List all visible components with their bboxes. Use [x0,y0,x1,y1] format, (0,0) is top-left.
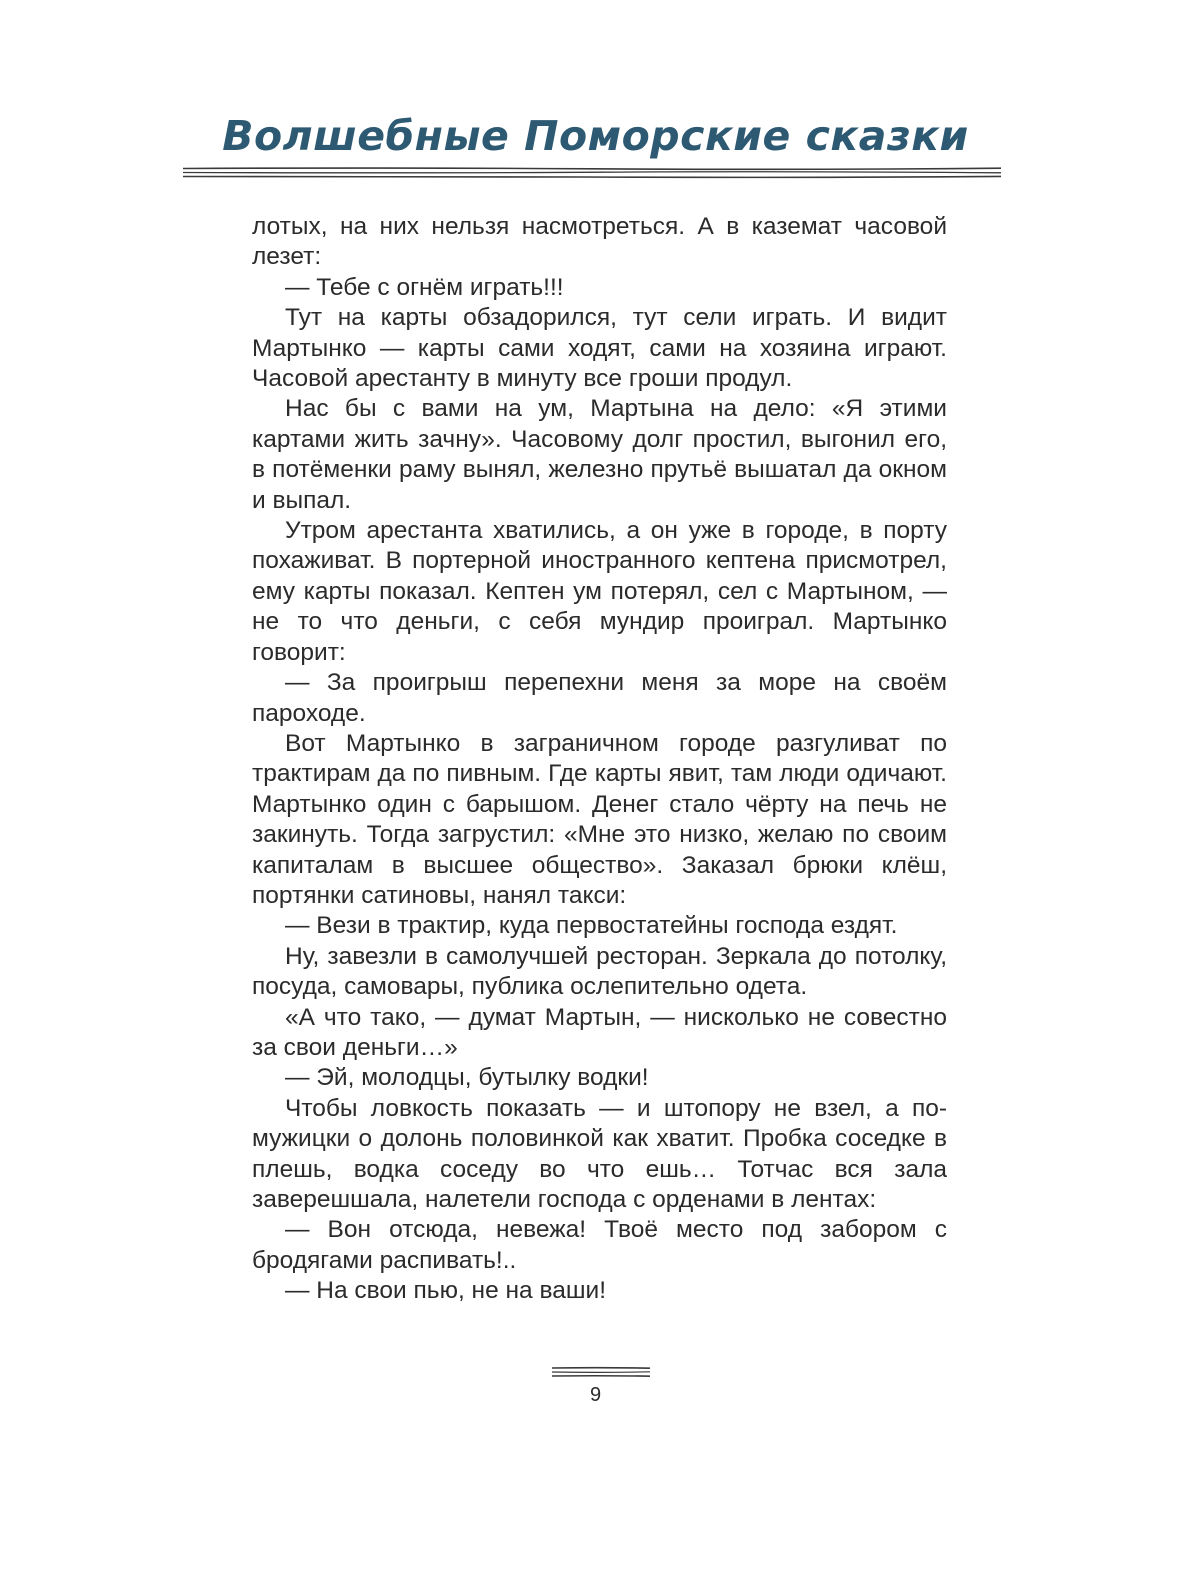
paragraph: Ну, завезли в самолучшей ресторан. Зеркала до потолку, посуда, самовары, публика ослепительно одета. [252,942,947,1001]
paragraph: Вот Мартынко в заграничном городе разгуливат по трактирам да по пивным. Где карты явит, там люди одичают. Мартынко один с барышом. Денег стало чёрту на печь не закинуть. Тогда загрустил: «Мне это низко, желаю по своим капиталам в высшее общество». Заказал брюки клёш, портянки сатиновы, нанял такси: [252,729,947,909]
paragraph: — Вон отсюда, невежа! Твоё место под забором с бродягами распивать!.. [252,1216,947,1274]
page-number: 9 [589,1384,602,1406]
footer-rule [552,1366,650,1378]
paragraph: Тут на карты обзадорился, тут сели играть. И видит Мартынко — карты сами ходят, сами на хозяина играют. Часовой арестанту в минуту все гроши продул. [252,304,947,393]
paragraph: — На свои пью, не на ваши! [285,1277,607,1305]
header-rule [183,166,1001,180]
running-title: Волшебные Поморские сказки [222,112,969,160]
paragraph: лотых, на них нельзя насмотреться. А в каземат часовой лезет: [252,213,947,271]
paragraph: Нас бы с вами на ум, Мартына на дело: «Я этими картами жить зачну». Часовому долг простил, выгонил его, в потёменки раму вынял, железно прутьё вышатал да окном и выпал. [252,395,947,514]
paragraph: Чтобы ловкость показать — и штопору не взел, а по-мужицки о долонь половинкой как хватит. Пробка соседке в плешь, водка соседу во что ешь… Тотчас вся зала заверешшала, налетели господа с орденами в лентах: [252,1094,947,1213]
story-text [252,212,947,1307]
paragraph: — Вези в трактир, куда первостатейны господа ездят. [285,912,898,940]
paragraph: — Эй, молодцы, бутылку водки! [285,1064,649,1092]
paragraph: «А что тако, — думат Мартын, — нисколько не совестно за свои деньги…» [252,1003,947,1061]
paragraph: Утром арестанта хватились, а он уже в городе, в порту похаживат. В портерной иностранного кептена присмотрел, ему карты показал. Кептен ум потерял, сел с Мартыном, — не то что деньги, с себя мундир проиграл. Мартынко говорит: [252,517,947,666]
paragraph: — Тебе с огнём играть!!! [285,273,564,301]
paragraph: — За проигрыш перепехни меня за море на своём пароходе. [252,669,947,727]
